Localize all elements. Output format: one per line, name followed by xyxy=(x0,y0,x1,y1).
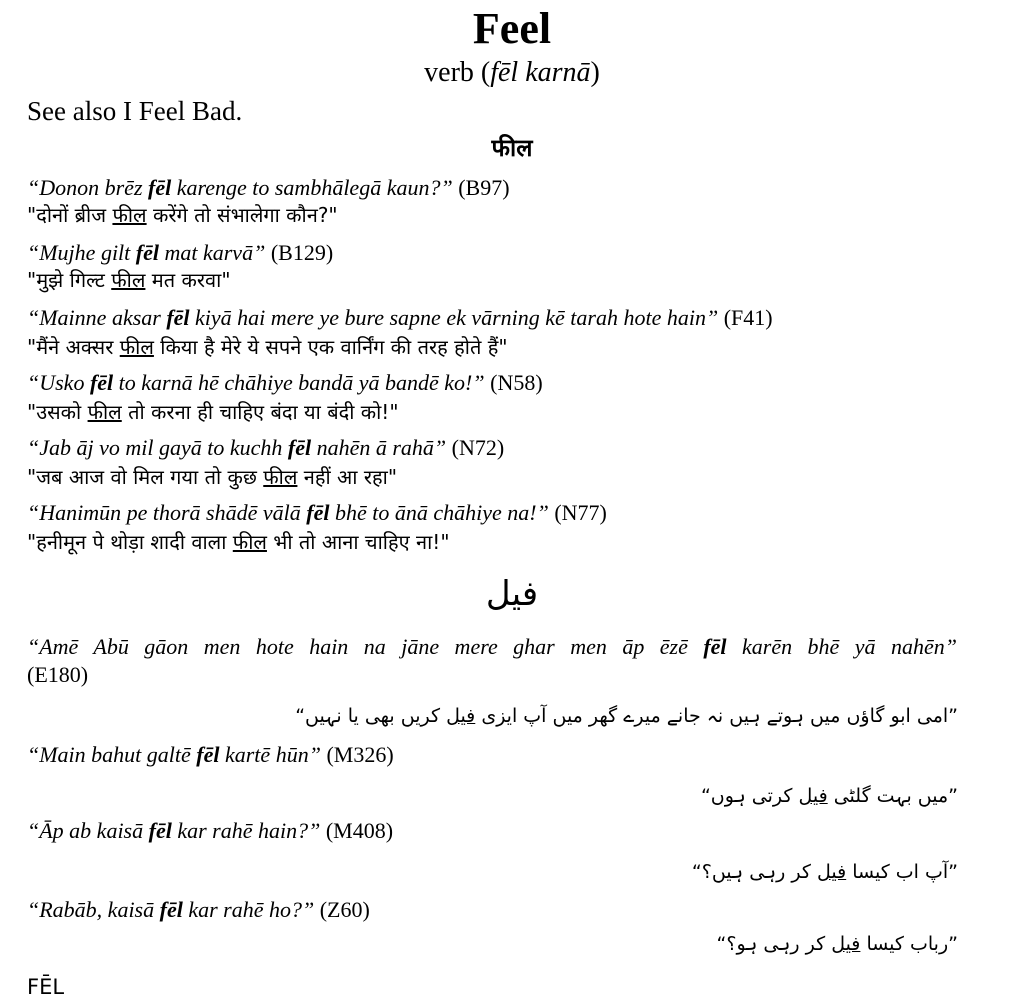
example-transliteration: “Mainne aksar fēl kiyā hai mere ye bure sapne ek vārning kē tarah hote hain” (F41) xyxy=(27,305,773,330)
example-source: (E180) xyxy=(27,662,89,687)
example-transliteration: “Jab āj vo mil gayā to kuchh fēl nahēn ā rahā” (N72) xyxy=(27,435,505,460)
example-devanagari: "मुझे गिल्ट फील मत करवा" xyxy=(27,268,231,292)
example-urdu: ”رباب کیسا فیل کر رہی ہو؟“ xyxy=(716,933,958,955)
example-transliteration: “Rabāb, kaisā fēl kar rahē ho?” (Z60) xyxy=(27,897,370,922)
example-transliteration: “Usko fēl to karnā hē chāhiye bandā yā bandē ko!” (N58) xyxy=(27,370,543,395)
hindi-section-heading: फील xyxy=(491,134,533,162)
urdu-section-heading: فیل xyxy=(485,574,539,614)
example-devanagari: "उसको फील तो करना ही चाहिए बंदा या बंदी को!" xyxy=(27,400,399,424)
example-urdu: ”آپ اب کیسا فیل کر رہی ہیں؟“ xyxy=(691,861,958,883)
example-transliteration: “Mujhe gilt fēl mat karvā” (B129) xyxy=(27,240,334,265)
example-devanagari: "दोनों ब्रीज फील करेंगे तो संभालेगा कौन?" xyxy=(27,203,338,227)
example-transliteration: “Amē Abū gāon men hote hain na jāne mere ghar men āp ēzē fēl karēn bhē yā nahēn” xyxy=(27,634,957,659)
example-devanagari: "जब आज वो मिल गया तो कुछ फील नहीं आ रहा" xyxy=(27,465,398,489)
example-urdu: ”میں بہت گلٹی فیل کرتی ہوں“ xyxy=(700,785,958,807)
example-transliteration: “Donon brēz fēl karenge to sambhālegā kaun?” (B97) xyxy=(27,175,510,200)
example-transliteration: “Main bahut galtē fēl kartē hūn” (M326) xyxy=(27,742,394,767)
see-also-note: See also I Feel Bad. xyxy=(27,96,243,126)
example-transliteration: “Āp ab kaisā fēl kar rahē hain?” (M408) xyxy=(27,818,394,843)
running-footer: FĒL xyxy=(27,975,65,999)
example-transliteration: “Hanimūn pe thorā shādē vālā fēl bhē to ānā chāhiye na!” (N77) xyxy=(27,500,607,525)
example-devanagari: "हनीमून पे थोड़ा शादी वाला फील भी तो आना चाहिए ना!" xyxy=(27,530,450,554)
entry-headword: Feel xyxy=(472,4,552,53)
example-devanagari: "मैंने अक्सर फील किया है मेरे ये सपने एक वार्निंग की तरह होते हैं" xyxy=(27,335,508,359)
example-urdu: ”امی ابو گاؤں میں ہوتے ہیں نہ جانے میرے گھر میں آپ ایزی فیل کریں بھی یا نہیں“ xyxy=(295,705,958,727)
part-of-speech: verb (fēl karnā) xyxy=(424,57,600,88)
